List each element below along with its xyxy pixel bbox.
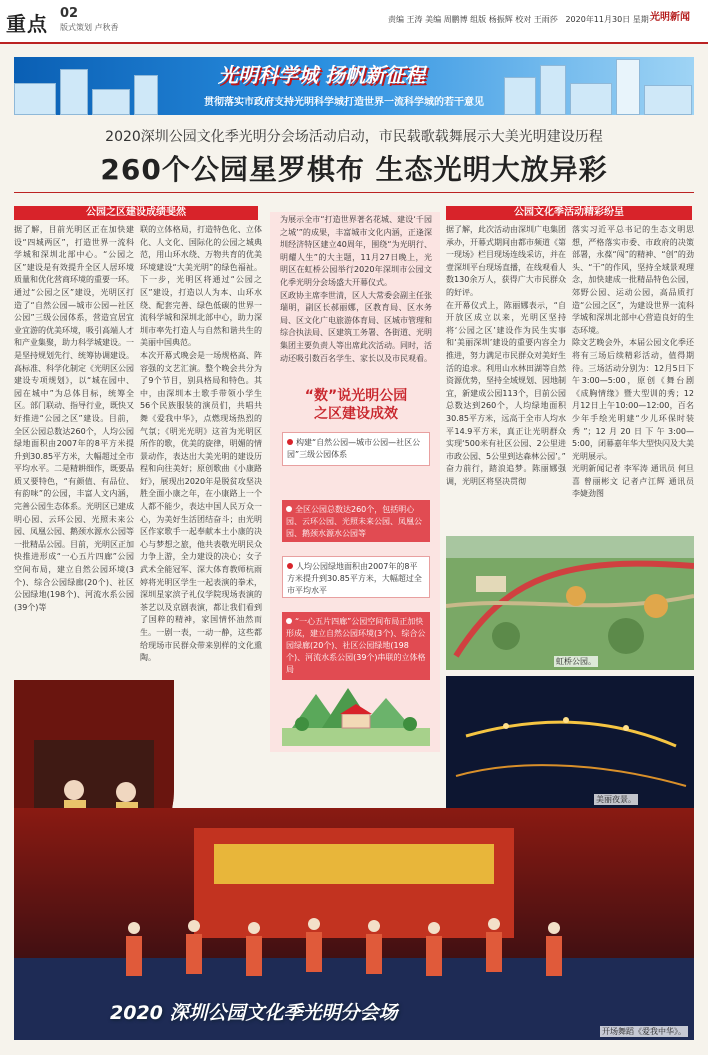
credits-line [388,14,657,25]
stat-card-text: 构建“自然公园—城市公园—社区公园”三级公园体系 [287,438,421,459]
banner-title: 光明科学城 扬帆新征程 [218,63,425,87]
stage-banner-text: 2020 深圳公园文化季光明分会场 [110,1002,398,1024]
bullet-icon [287,439,293,445]
stat-card-text: 全区公园总数达260个，包括明心园、云环公园、光照未来公园、凤凰公园、鹅颈水源水公园等 [286,505,422,538]
stage-performance-photo [14,808,694,1040]
article-subtitle: 2020深圳公园文化季光明分会场活动启动，市民载歌载舞展示大美光明建设历程 [105,129,603,145]
page-number: 02 [60,6,79,21]
bullet-icon [286,506,292,512]
stat-card [282,432,430,466]
caption-performance: 开场舞蹈《爱我中华》。 [602,1027,686,1036]
right-section-heading: 公园文化季活动精彩纷呈 [446,206,692,220]
left-column-1: 据了解，目前光明区正在加快建设“四城两区”，打造世界一流科学城和深圳北部中心。“公园之区”建设是有效提升全区人居环境质量和优化营商环境的重要一环。通过“公园之区”建设，光明区打造了“自然公园—城市公园—社区公园”三级公园体系，营造宜居宜业宜游的优美环境，吸引高端人才和产业集聚，助力科学城建设。一是坚持规划先行、统筹协调建设。高标准、科学化制定《光明区公园建设专项规划》，以“城在园中、园在城中”为总体目标，统筹全区。部门联动、指导行业，既快又好推进“公园之区”建设。目前，全区公园总数达260个，人均公园绿地面积由2007年的8平方米提升到30.85平方米，大幅超过全市平均水平。二是精耕细作，既要品质又要特色，“有颜值、有品位、有韵味”的公园，丰富人文内涵，完善公园生态体系。光明区已建成明心园、云环公园、光照未来公园、凤凰公园、鹅颈水源水公园等一批精品公园。目前，光明区正加快推进形成“一心五片四廊”公园空间布局，建立自然公园环境(3个)、综合公园绿廊(20个)、社区公园绿地(198个)、河流水系公园(39个)等 [14,225,134,612]
article-title: 260个公园星罗棋布 生态光明大放异彩 [100,153,608,186]
stat-card-text: “一心五片四廊”公园空间布局正加快形成，建立自然公园环境(3个)、综合公园绿廊(20个)、社区公园绿地(198个)、河流水系公园(39个)串联的立体格局 [286,617,426,674]
left-column-2: 联的立体格局，打造特色化、立体化、人文化、国际化的公园之城典范，用山环水绕、万物共育的优美环境建设“大美光明”的绿色福祉。下一步，光明区将通过“公园之区”建设，打造以人为本、山环水绕、配套完善、绿色低碳的世界一流科学城和深圳北部中心，助力深圳市率先打造人与自然和谐共生的美丽中国典范。 本次开幕式晚会是一场规格高、阵容强的文艺汇演。整个晚会共分为了9个节目，别具格局和特色。其中，由深圳本土歌手带领小学生56个民族服装的演员们，共唱共舞《爱我中华》，点燃现场热烈的气氛；《明光光明》这首为光明区所作的歌，优美的旋律，明媚的情景动作，表达出大美光明的建设历程和向往美好；原创歌曲《小康路好》，展现出2020年是脱贫攻坚决胜全面小康之年，在小康路上一个人都不能少，表达中国人民万众一心，为美好生活团结奋斗；由光明区作家歌手一起奉献本土小康的决心与梦想之旅，他共表敬光明民众力争上游，全力建设的决心；女子武术全能冠军、深大体育教师杭雨婷将光明区学生一起表演的拳术，深圳星家滨子礼仪学院现场表演的茶艺以及京剧表演，都让我们看到了国粹的精神，家国情怀油然而生。一剧一表，一动一静，这些都给现场市民群众带来别样的文化熏陶。 [140,225,262,663]
banner [14,57,694,115]
editor-credits: 责编 王涛 美编 周鹏博 组版 杨振辉 校对 王雨莎 [388,15,558,24]
stats-heading-line1: “数”说光明公园 [304,388,408,404]
park-illustration [282,684,430,746]
stat-card [282,612,430,680]
stat-card [282,556,430,598]
aerial-park-photo [446,536,694,670]
stats-heading-line2: 之区建设成效 [314,406,398,422]
section-name: 重点 [6,12,48,36]
right-column-1: 据了解，此次活动由深圳广电集团承办，开幕式期间由都市频道《第一现场》栏目现场连线采访，并在壹深圳平台现场直播，在线观看人数130余万人，获得广大市民群众的好评。 在开幕仪式上，陈丽娜表示，“自开放区成立以来，光明区坚持将‘公园之区’建设作为民生实事和‘美丽深圳’建设的重要内容全力推进，努力满足市民群众对美好生活的追求。利用山水林田湖等自然资源优势，坚持全域规划、因地制宜，新建成公园113个，目前公园总数达到260个，人均绿地面积30.85平方米，远高于全市人均水平14.9平方米，真正让光明群众实现‘500米有社区公园、2公里进市政公园、5公里到达森林公园’。” 奋力前行，踏浪追梦。陈丽娜强调，光明区将坚决贯彻 [446,225,566,486]
title-divider [14,192,694,193]
center-intro: 为展示全市“打造世界著名花城、建设‘千园之城’”的成果，丰富城市文化内涵，正逢深圳经济特区建立40周年，围绕“为光明行、明耀人生”的大主题，11月27日晚上，光明区在虹桥公园举行2020年深圳市公园文化季光明分会场盛大开幕仪式。 区政协主席李世清，区人大常委会副主任张瑞明，副区长郝丽娜，区教育局、区水务局、区文化广电旅游体育局、区城市管理和综合执法局、区建筑工务署、各街道、光明集团主要负责人等出席此次活动。同时，活动还吸引数百名学生、家长以及市民观看。 [280,215,432,363]
left-section-heading: 公园之区建设成绩斐然 [14,206,258,220]
bullet-icon [287,563,293,569]
caption-night: 美丽夜景。 [596,795,636,804]
issue-date: 2020年11月30日 星期一 [565,15,657,24]
stats-heading [281,387,431,423]
right-column-2: 落实习近平总书记的生态文明思想，严格落实市委、市政府的决策部署，永葆“闯”的精神、“创”的劲头、“干”的作风，坚持全域景观理念，加快建成一批精品特色公园，郊野公园、运动公园，高品质打造“公园之区”，为建设世界一流科学城和深圳北部中心营造良好的生态环境。 除文艺晚会外，本届公园文化季还将有三场后续精彩活动，值得期待。三场活动分别为：12月5日下午3:00—5:00，原创《舞台剧《成胸情缘》暨大型训的秀；12月12日上午10:00—12:00，百名少年手绘光明建“少儿环保时装秀”；12月20日下午3:00—5:00，闭幕嘉年华大型快闪及大美光明展示。 光明新闻记者 李军涛 通讯员 何旦喜 曾丽彬文 记者卢江辉 通讯员 李婕劲图 [572,225,694,499]
page-editor: 版式策划 卢秋香 [60,23,119,32]
bullet-icon [286,618,292,624]
banner-subtitle: 贯彻落实市政府支持光明科学城打造世界一流科学城的若干意见 [204,97,484,108]
newspaper-logo: 光明新闻 [650,12,690,23]
stat-card-text: 人均公园绿地面积由2007年的8平方米提升到30.85平方米，大幅超过全市平均水平 [287,562,422,595]
caption-aerial: 虹桥公园。 [556,657,596,666]
night-view-photo [446,676,694,808]
stat-card [282,500,430,542]
